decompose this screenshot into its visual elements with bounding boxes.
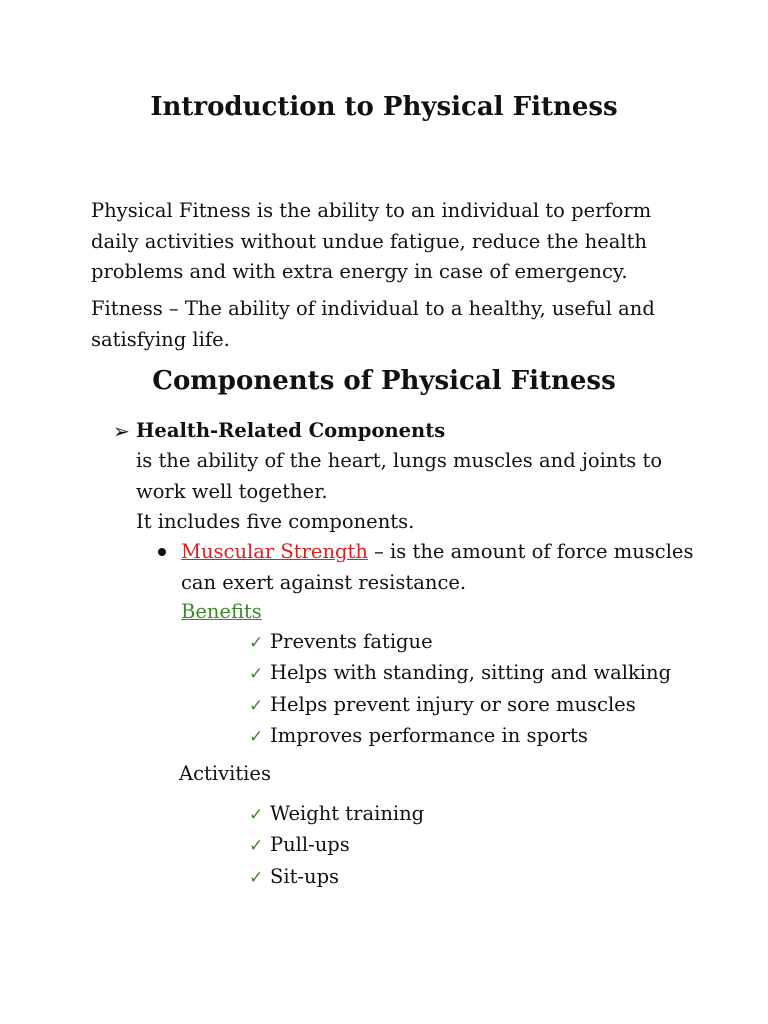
arrow-bullet-icon: ➢ bbox=[113, 419, 130, 443]
section-title: Components of Physical Fitness bbox=[152, 366, 616, 396]
checkmark-icon: ✓ bbox=[249, 726, 264, 747]
checkmark-icon: ✓ bbox=[249, 867, 264, 888]
activities-list bbox=[249, 799, 424, 893]
checkmark-icon: ✓ bbox=[249, 805, 264, 825]
page-title: Introduction to Physical Fitness bbox=[150, 92, 618, 122]
list-item: ✓ Weight training bbox=[249, 799, 424, 830]
activities-label: Activities bbox=[179, 762, 271, 785]
checkmark-icon: ✓ bbox=[249, 695, 264, 716]
component-name: Muscular Strength bbox=[181, 540, 368, 563]
list-item: ✓ Sit-ups bbox=[249, 862, 424, 893]
subsection-note: It includes five components. bbox=[136, 510, 415, 533]
list-item: ✓ Improves performance in sports bbox=[249, 721, 671, 752]
component-description: – is the amount of force muscles can exert against resistance. bbox=[181, 540, 694, 594]
checkmark-icon: ✓ bbox=[249, 836, 264, 857]
list-item: ✓ Pull-ups bbox=[249, 830, 424, 861]
list-item: ✓ Helps with standing, sitting and walking bbox=[249, 658, 671, 689]
bullet-dot-icon bbox=[158, 548, 166, 556]
fitness-definition-paragraph: Fitness – The ability of individual to a healthy, useful and satisfying life. bbox=[91, 297, 655, 351]
subsection-heading: Health-Related Components bbox=[136, 419, 446, 442]
list-item: ✓ Helps prevent injury or sore muscles bbox=[249, 690, 671, 721]
benefits-label: Benefits bbox=[181, 600, 262, 623]
list-item: ✓ Prevents fatigue bbox=[249, 627, 671, 658]
checkmark-icon: ✓ bbox=[249, 664, 264, 685]
subsection-description: is the ability of the heart, lungs muscles and joints to work well together. bbox=[136, 449, 663, 503]
benefits-list bbox=[249, 627, 671, 752]
component-item bbox=[181, 537, 701, 598]
definition-paragraph: Physical Fitness is the ability to an individual to perform daily activities without undue fatigue, reduce the health problems and with extra energy in case of emergency. bbox=[91, 199, 652, 283]
checkmark-icon: ✓ bbox=[249, 633, 264, 653]
